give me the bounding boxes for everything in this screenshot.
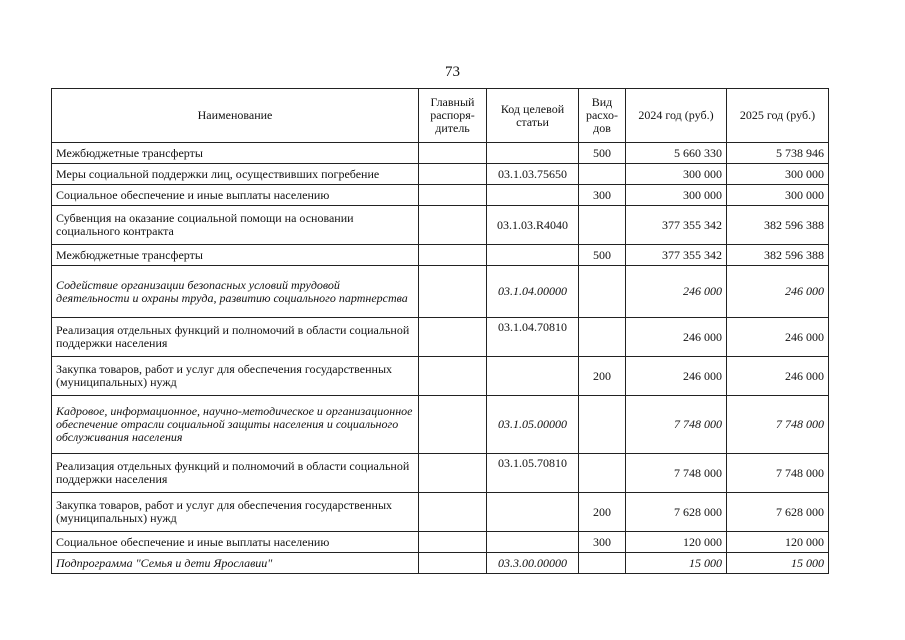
row-type [579,318,626,357]
row-2025: 382 596 388 [727,206,829,245]
row-name: Содействие организации безопасных условий трудовой деятельности и охраны труда, развитию социального партнерства [52,266,419,318]
row-2024: 300 000 [626,164,727,185]
row-code [487,143,579,164]
row-manager [419,396,487,454]
row-2025: 246 000 [727,318,829,357]
budget-table [51,88,829,574]
table-row [52,143,829,164]
table-row [52,357,829,396]
row-2025: 7 748 000 [727,454,829,493]
row-type: 500 [579,245,626,266]
header-main-manager: Главный распоря-дитель [419,89,487,143]
row-type [579,164,626,185]
row-name: Меры социальной поддержки лиц, осуществивших погребение [52,164,419,185]
row-name: Межбюджетные трансферты [52,245,419,266]
row-2024: 300 000 [626,185,727,206]
row-name: Реализация отдельных функций и полномочий в области социальной поддержки населения [52,454,419,493]
table-row [52,318,829,357]
row-code [487,357,579,396]
row-type [579,454,626,493]
header-expense-type: Вид расхо-дов [579,89,626,143]
row-code: 03.1.04.00000 [487,266,579,318]
row-name: Социальное обеспечение и иные выплаты населению [52,532,419,553]
row-2025: 15 000 [727,553,829,574]
row-2024: 15 000 [626,553,727,574]
row-2024: 377 355 342 [626,245,727,266]
row-2024: 246 000 [626,318,727,357]
row-name: Межбюджетные трансферты [52,143,419,164]
row-name: Социальное обеспечение и иные выплаты населению [52,185,419,206]
row-code: 03.1.05.00000 [487,396,579,454]
row-type: 200 [579,357,626,396]
row-type [579,266,626,318]
row-2024: 5 660 330 [626,143,727,164]
row-name: Реализация отдельных функций и полномочий в области социальной поддержки населения [52,318,419,357]
header-year-2024: 2024 год (руб.) [626,89,727,143]
row-manager [419,553,487,574]
row-manager [419,164,487,185]
row-code: 03.1.05.70810 [487,454,579,493]
row-2025: 120 000 [727,532,829,553]
row-2025: 382 596 388 [727,245,829,266]
row-type [579,206,626,245]
row-code: 03.1.03.75650 [487,164,579,185]
row-code: 03.3.00.00000 [487,553,579,574]
row-manager [419,493,487,532]
row-type [579,396,626,454]
table-row [52,164,829,185]
row-manager [419,357,487,396]
row-type: 300 [579,185,626,206]
table-row [52,493,829,532]
table-row [52,266,829,318]
row-name: Закупка товаров, работ и услуг для обеспечения государственных (муниципальных) нужд [52,493,419,532]
header-year-2025: 2025 год (руб.) [727,89,829,143]
table-row [52,396,829,454]
row-code [487,245,579,266]
table-row [52,454,829,493]
row-2025: 246 000 [727,266,829,318]
row-2024: 7 748 000 [626,396,727,454]
table-row [52,185,829,206]
row-manager [419,454,487,493]
row-name: Закупка товаров, работ и услуг для обеспечения государственных (муниципальных) нужд [52,357,419,396]
row-manager [419,318,487,357]
row-name: Кадровое, информационное, научно-методическое и организационное обеспечение отрасли социальной защиты населения и социального обслуживания населения [52,396,419,454]
row-2024: 120 000 [626,532,727,553]
table-row [52,206,829,245]
header-name: Наименование [52,89,419,143]
row-code: 03.1.04.70810 [487,318,579,357]
row-code: 03.1.03.R4040 [487,206,579,245]
row-2025: 7 628 000 [727,493,829,532]
row-code [487,185,579,206]
row-2024: 377 355 342 [626,206,727,245]
table-header-row [52,89,829,143]
row-2024: 246 000 [626,266,727,318]
row-type: 200 [579,493,626,532]
row-type: 300 [579,532,626,553]
row-manager [419,245,487,266]
row-manager [419,206,487,245]
row-manager [419,266,487,318]
row-2024: 7 628 000 [626,493,727,532]
table-row [52,532,829,553]
table-row [52,245,829,266]
row-2024: 246 000 [626,357,727,396]
row-manager [419,532,487,553]
header-target-code: Код целевой статьи [487,89,579,143]
row-2025: 300 000 [727,164,829,185]
row-type: 500 [579,143,626,164]
row-manager [419,143,487,164]
row-name: Субвенция на оказание социальной помощи на основании социального контракта [52,206,419,245]
row-type [579,553,626,574]
row-2025: 5 738 946 [727,143,829,164]
row-2025: 300 000 [727,185,829,206]
row-name: Подпрограмма "Семья и дети Ярославии" [52,553,419,574]
row-code [487,532,579,553]
row-2025: 7 748 000 [727,396,829,454]
row-2024: 7 748 000 [626,454,727,493]
table-row [52,553,829,574]
row-manager [419,185,487,206]
page-number: 73 [445,64,460,80]
row-code [487,493,579,532]
row-2025: 246 000 [727,357,829,396]
